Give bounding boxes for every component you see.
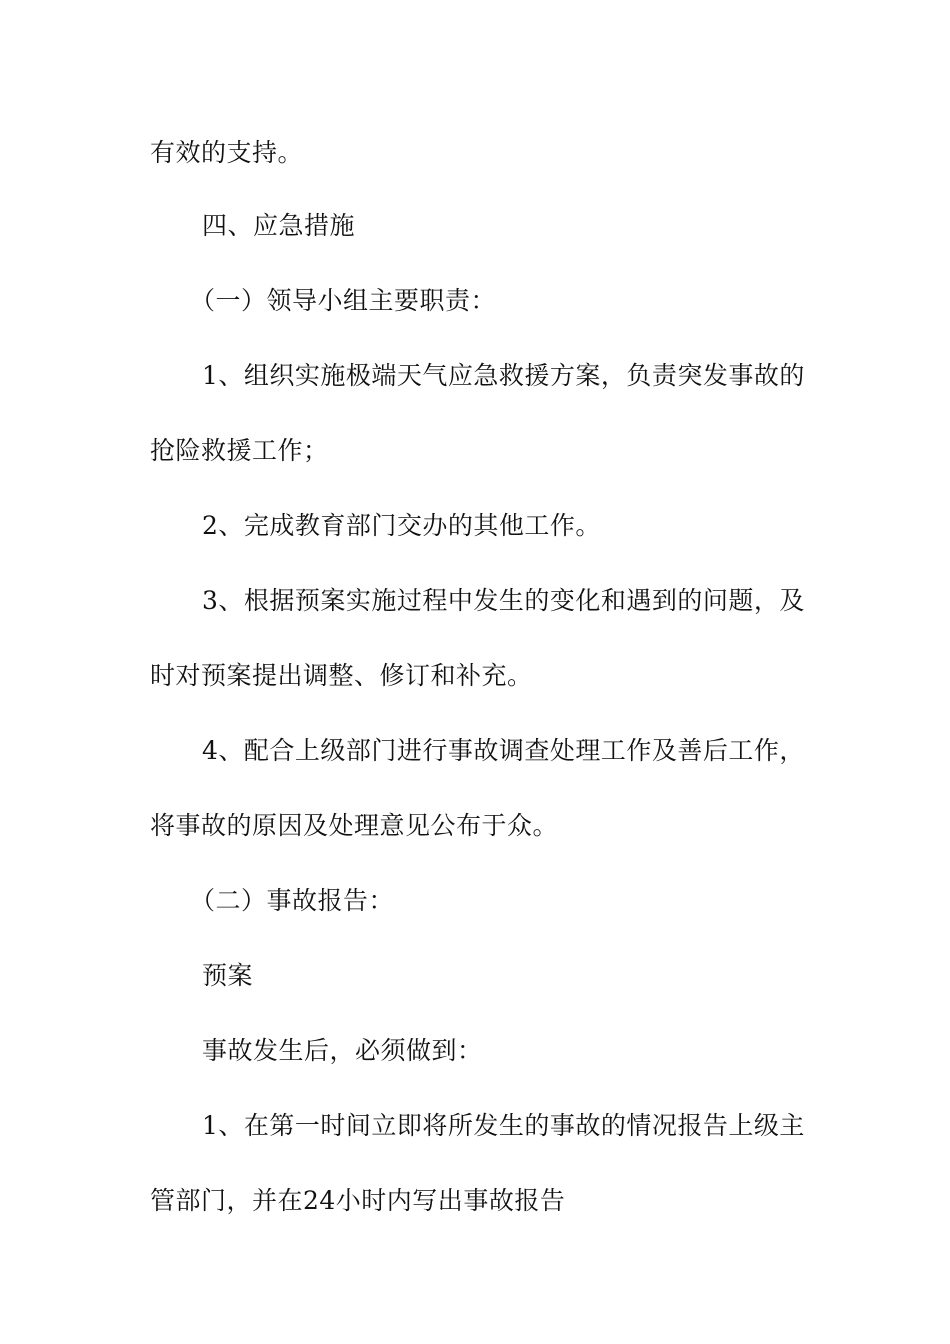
text-line-1: 有效的支持。 <box>150 138 304 167</box>
text-line-9: 4、配合上级部门进行事故调查处理工作及善后工作， <box>202 736 805 765</box>
text-line-7: 3、根据预案实施过程中发生的变化和遇到的问题，及 <box>202 586 805 615</box>
section-heading-emergency-measures: 四、应急措施 <box>202 211 356 240</box>
text-line-14: 1、在第一时间立即将所发生的事故的情况报告上级主 <box>202 1111 805 1140</box>
text-line-6: 2、完成教育部门交办的其他工作。 <box>202 511 601 540</box>
text-line-10: 将事故的原因及处理意见公布于众。 <box>150 811 559 840</box>
text-line-4: 1、组织实施极端天气应急救援方案，负责突发事故的 <box>202 361 805 390</box>
text-line-12: 预案 <box>202 961 254 990</box>
subsection-heading-accident-report: （二）事故报告： <box>190 886 395 915</box>
text-line-15: 管部门，并在24小时内写出事故报告 <box>150 1186 566 1215</box>
text-line-8: 时对预案提出调整、修订和补充。 <box>150 661 533 690</box>
text-line-13: 事故发生后，必须做到： <box>202 1036 483 1065</box>
text-line-5: 抢险救援工作； <box>150 436 329 465</box>
subsection-heading-leadership-duties: （一）领导小组主要职责： <box>190 286 497 315</box>
